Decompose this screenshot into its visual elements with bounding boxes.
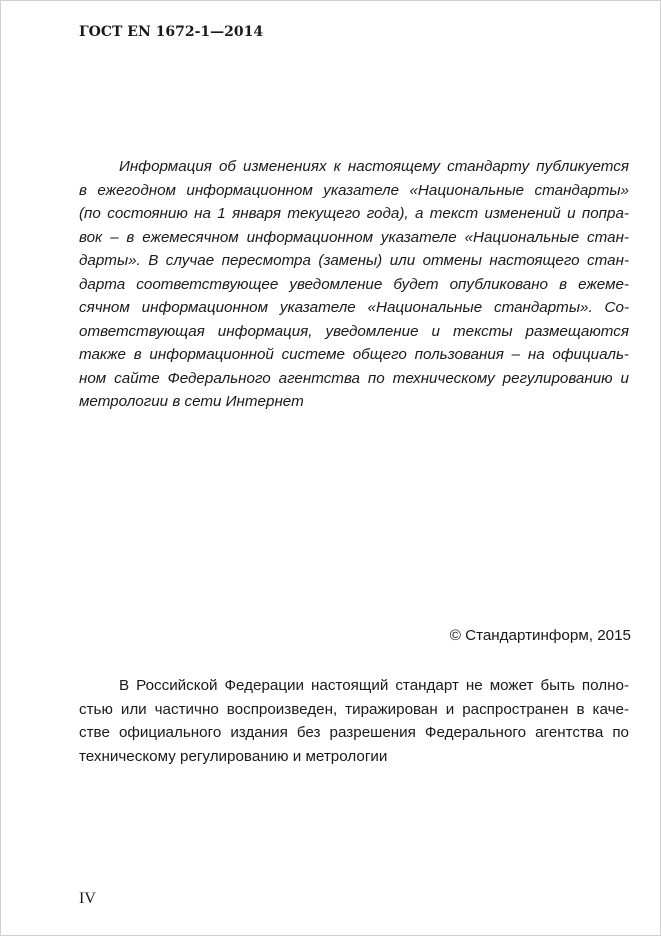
paragraph-line: в ежегодном информационном указателе «Национальные стандарты» xyxy=(79,181,629,199)
paragraph-line: дарта соответствующее уведомление будет опубликовано в ежеме- xyxy=(79,275,629,293)
paragraph-line: Информация об изменениях к настоящему стандарту публикуется xyxy=(119,158,629,175)
paragraph-line: ответствующая информация, уведомление и тексты размещаются xyxy=(79,322,629,340)
paragraph-line: дарты». В случае пересмотра (замены) или отмены настоящего стан- xyxy=(79,252,629,269)
copyright-notice: © Стандартинформ, 2015 xyxy=(449,627,631,644)
paragraph-line: метрологии в сети Интернет xyxy=(79,393,304,410)
paragraph-line: стве официального издания без разрешения Федерального агентства по xyxy=(79,724,629,741)
paragraph-line: техническому регулированию и метрологии xyxy=(79,747,388,765)
paragraph-line: ном сайте Федерального агентства по техническому регулированию и xyxy=(79,369,629,387)
amendments-info-paragraph xyxy=(79,155,629,414)
paragraph-line: стью или частично воспроизведен, тиражирован и распространен в каче- xyxy=(79,700,629,718)
document-code-header: ГОСТ EN 1672-1—2014 xyxy=(79,24,264,40)
paragraph-line: также в информационной системе общего пользования – на официаль- xyxy=(79,346,629,363)
paragraph-line: вок – в ежемесячном информационном указателе «Национальные стан- xyxy=(79,228,629,246)
paragraph-line: (по состоянию на 1 января текущего года), а текст изменений и попра- xyxy=(79,205,629,222)
reproduction-notice-paragraph xyxy=(79,674,629,768)
paragraph-line: В Российской Федерации настоящий стандарт не может быть полно- xyxy=(119,677,629,694)
page-number: IV xyxy=(79,890,96,907)
paragraph-line: сячном информационном указателе «Национальные стандарты». Со- xyxy=(79,299,629,316)
